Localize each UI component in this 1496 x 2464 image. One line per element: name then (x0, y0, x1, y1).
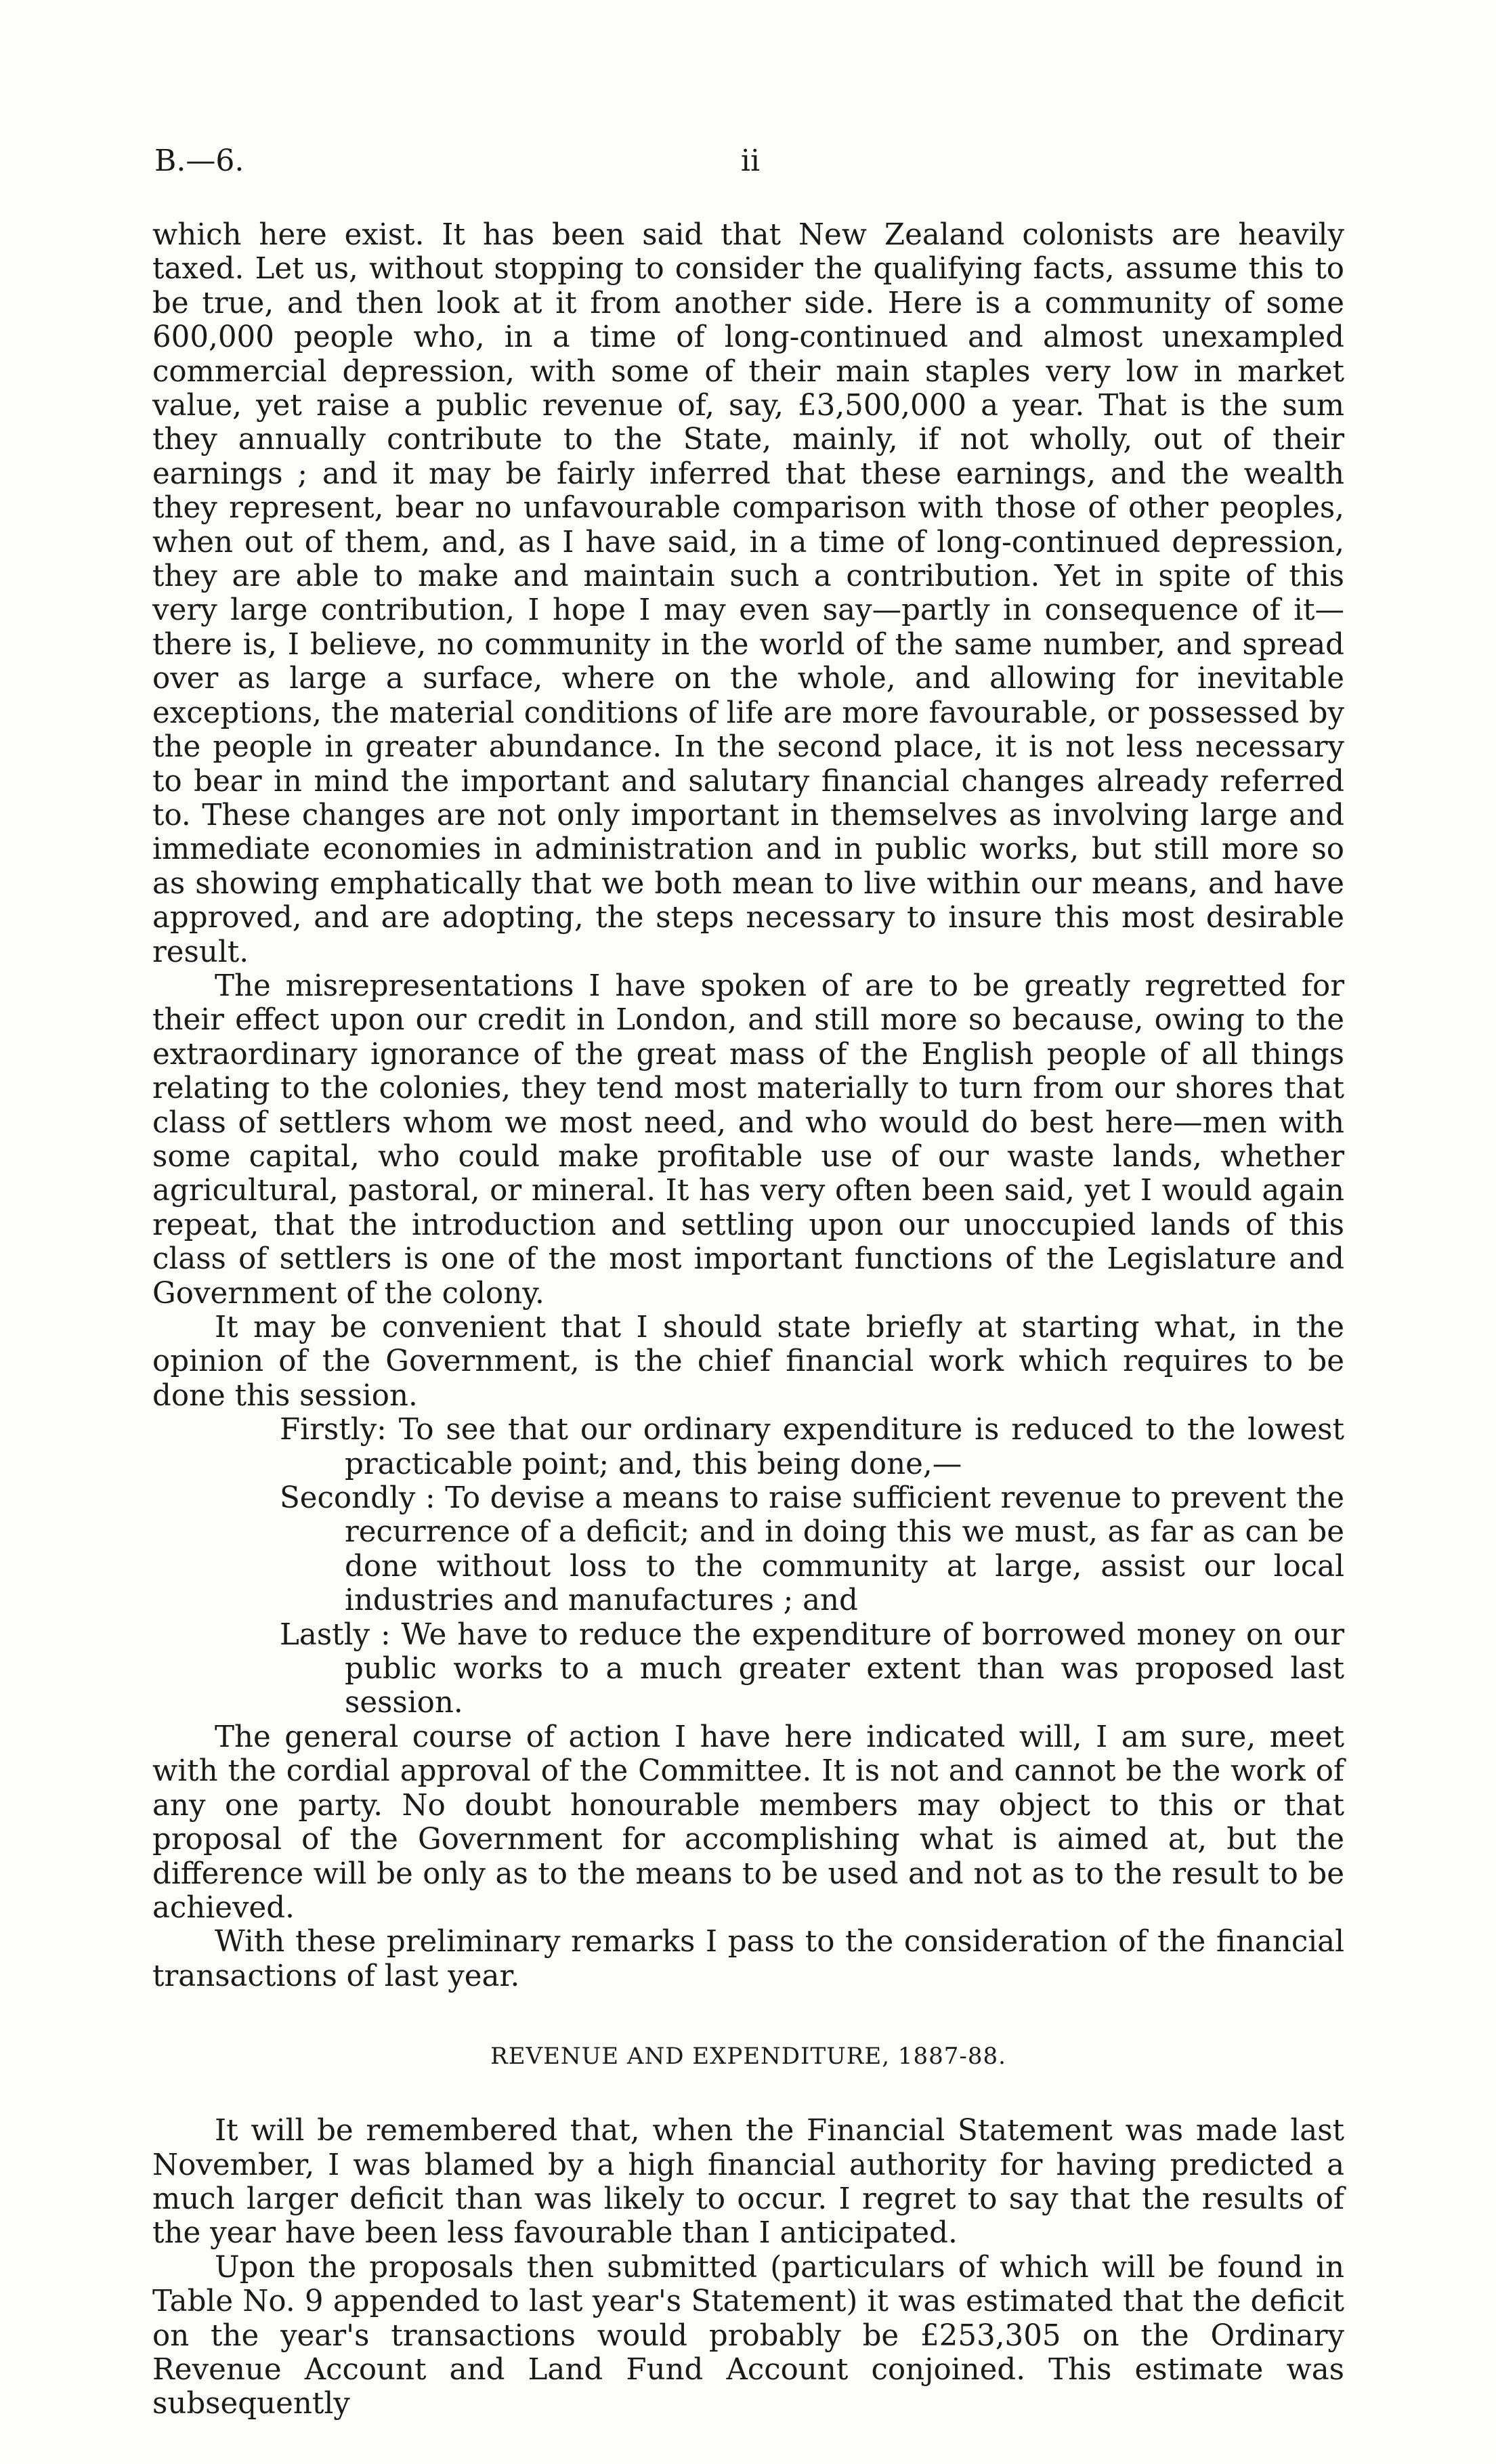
document-reference: B.—6. (154, 144, 244, 178)
page-header (154, 144, 1346, 184)
list-item-firstly: Firstly: To see that our ordinary expenditure is reduced to the lowest practicable point; and, this being done,— (280, 1413, 1344, 1481)
page-number: ii (740, 144, 761, 178)
section-heading: REVENUE AND EXPENDITURE, 1887-88. (490, 2043, 1006, 2070)
paragraph-misrepresentations: The misrepresentations I have spoken of are to be greatly regretted for their effect upon our credit in London, and still more so because, owing to the extraordinary ignorance of the great mass of the English people of all things relating to the colonies, they tend most materially to turn from our shores that class of settlers whom we most need, and who would do best here—men with some capital, who could make profitable use of our waste lands, whether agricultural, pastoral, or mineral. It has very often been said, yet I would again repeat, that the introduction and settling upon our unoccupied lands of this class of settlers is one of the most important functions of the Legislature and Government of the colony. (152, 969, 1344, 1311)
objectives-list (152, 1413, 1344, 1720)
paragraph-preliminary-remarks: With these preliminary remarks I pass to the consideration of the financial transactions of last year. (152, 1925, 1344, 1993)
list-item-secondly: Secondly : To devise a means to raise sufficient revenue to prevent the recurrence of a deficit; and in doing this we must, as far as can be done without loss to the community at large, assist our local industries and manufactures ; and (280, 1481, 1344, 1618)
paragraph-general-course: The general course of action I have here indicated will, I am sure, meet with the cordial approval of the Committee. It is not and cannot be the work of any one party. No doubt honourable members may object to this or that proposal of the Government for accomplishing what is aimed at, but the difference will be only as to the means to be used and not as to the result to be achieved. (152, 1720, 1344, 1925)
list-item-lastly: Lastly : We have to reduce the expenditure of borrowed money on our public works to a much greater extent than was proposed last session. (280, 1617, 1344, 1720)
paragraph-proposals: Upon the proposals then submitted (particulars of which will be found in Table No. 9 appended to last year's Statement) it was estimated that the deficit on the year's transactions would probably be £253,305 on the Ordinary Revenue Account and Land Fund Account conjoined. This estimate was subsequently (152, 2250, 1344, 2421)
body-text (152, 218, 1344, 2421)
paragraph-remembered: It will be remembered that, when the Financial Statement was made last November, I was blamed by a high financial authority for having predicted a much larger deficit than was likely to occur. I regret to say that the results of the year have been less favourable than I anticipated. (152, 2114, 1344, 2251)
paragraph-financial-work: It may be convenient that I should state briefly at starting what, in the opinion of the Government, is the chief financial work which requires to be done this session. (152, 1311, 1344, 1413)
paragraph-continuation: which here exist. It has been said that New Zealand colonists are heavily taxed. Let us, without stopping to consider the qualifying facts, assume this to be true, and then look at it from another side. Here is a community of some 600,000 people who, in a time of long-continued and almost unexampled commercial depression, with some of their main staples very low in market value, yet raise a public revenue of, say, £3,500,000 a year. That is the sum they annually contribute to the State, mainly, if not wholly, out of their earnings ; and it may be fairly inferred that these earnings, and the wealth they represent, bear no unfavourable comparison with those of other peoples, when out of them, and, as I have said, in a time of long-continued depression, they are able to make and maintain such a contribution. Yet in spite of this very large contribution, I hope I may even say—partly in consequence of it—there is, I believe, no community in the world of the same number, and spread over as large a surface, where on the whole, and allowing for inevitable exceptions, the material conditions of life are more favourable, or possessed by the people in greater abundance. In the second place, it is not less necessary to bear in mind the important and salutary financial changes already referred to. These changes are not only important in themselves as involving large and immediate economies in administration and in public works, but still more so as showing emphatically that we both mean to live within our means, and have approved, and are adopting, the steps necessary to insure this most desirable result. (152, 218, 1344, 969)
